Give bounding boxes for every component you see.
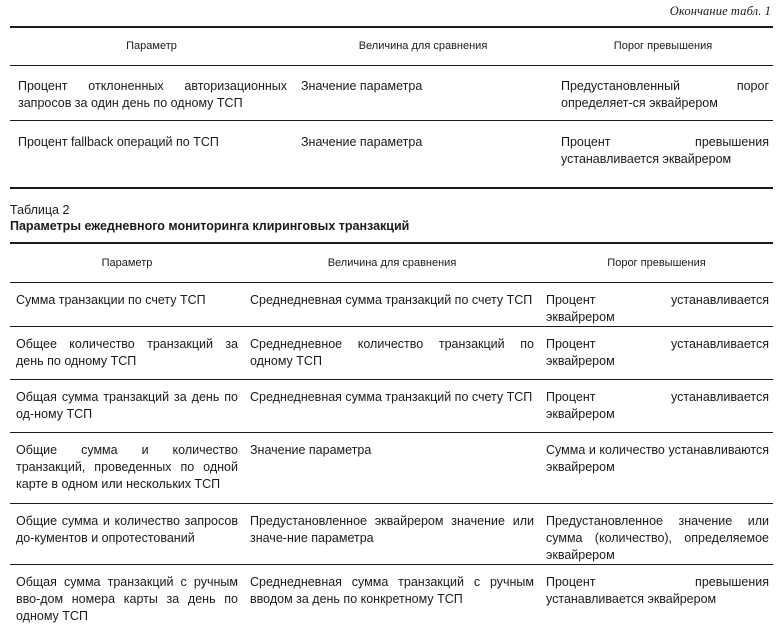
cell-parameter: Сумма транзакции по счету ТСП [10, 283, 244, 327]
table-2-label: Таблица 2 [10, 203, 69, 217]
cell-comparison-value: Среднедневная сумма транзакций по счету ТСП [244, 380, 540, 433]
table-2-title: Параметры ежедневного мониторинга клиринговых транзакций [10, 219, 409, 233]
cell-threshold: Процент устанавливается эквайрером [540, 283, 773, 327]
cell-parameter: Общие сумма и количество транзакций, проведенных по одной карте в одном или нескольких ТСП [10, 433, 244, 504]
table-row [10, 121, 773, 189]
table-row [10, 327, 773, 380]
table-row [10, 565, 773, 625]
cell-comparison-value: Среднедневная сумма транзакций по счету ТСП [244, 283, 540, 327]
cell-parameter: Общее количество транзакций за день по одному ТСП [10, 327, 244, 380]
header-parameter: Параметр [10, 243, 244, 283]
header-comparison-value: Величина для сравнения [244, 243, 540, 283]
header-comparison-value: Величина для сравнения [293, 27, 553, 66]
cell-threshold: Предустановленное значение или сумма (количество), определяемое эквайрером [540, 504, 773, 565]
cell-threshold: Предустановленный порог определяет-ся эквайрером [553, 66, 773, 121]
cell-threshold: Процент превышения устанавливается эквайрером [553, 121, 773, 189]
table-2 [10, 242, 773, 625]
header-threshold: Порог превышения [540, 243, 773, 283]
cell-parameter: Процент отклоненных авторизационных запросов за один день по одному ТСП [10, 66, 293, 121]
cell-parameter: Процент fallback операций по ТСП [10, 121, 293, 189]
cell-comparison-value: Значение параметра [293, 121, 553, 189]
cell-threshold: Сумма и количество устанавливаются эквайрером [540, 433, 773, 504]
table-1-header-row [10, 27, 773, 66]
cell-parameter: Общая сумма транзакций за день по од-ному ТСП [10, 380, 244, 433]
cell-threshold: Процент устанавливается эквайрером [540, 380, 773, 433]
table-row [10, 66, 773, 121]
cell-parameter: Общие сумма и количество запросов до-кументов и опротестований [10, 504, 244, 565]
cell-parameter: Общая сумма транзакций с ручным вво-дом номера карты за день по одному ТСП [10, 565, 244, 625]
cell-comparison-value: Среднедневная сумма транзакций с ручным вводом за день по конкретному ТСП [244, 565, 540, 625]
table-row [10, 504, 773, 565]
cell-comparison-value: Значение параметра [293, 66, 553, 121]
cell-comparison-value: Значение параметра [244, 433, 540, 504]
header-threshold: Порог превышения [553, 27, 773, 66]
table-row [10, 380, 773, 433]
cell-comparison-value: Среднедневное количество транзакций по одному ТСП [244, 327, 540, 380]
cell-comparison-value: Предустановленное эквайрером значение или значе-ние параметра [244, 504, 540, 565]
header-parameter: Параметр [10, 27, 293, 66]
table-row [10, 283, 773, 327]
table-1 [10, 26, 773, 189]
cell-threshold: Процент устанавливается эквайрером [540, 327, 773, 380]
table-2-header-row [10, 243, 773, 283]
continuation-label: Окончание табл. 1 [670, 4, 771, 19]
table-row [10, 433, 773, 504]
cell-threshold: Процент превышения устанавливается эквайрером [540, 565, 773, 625]
